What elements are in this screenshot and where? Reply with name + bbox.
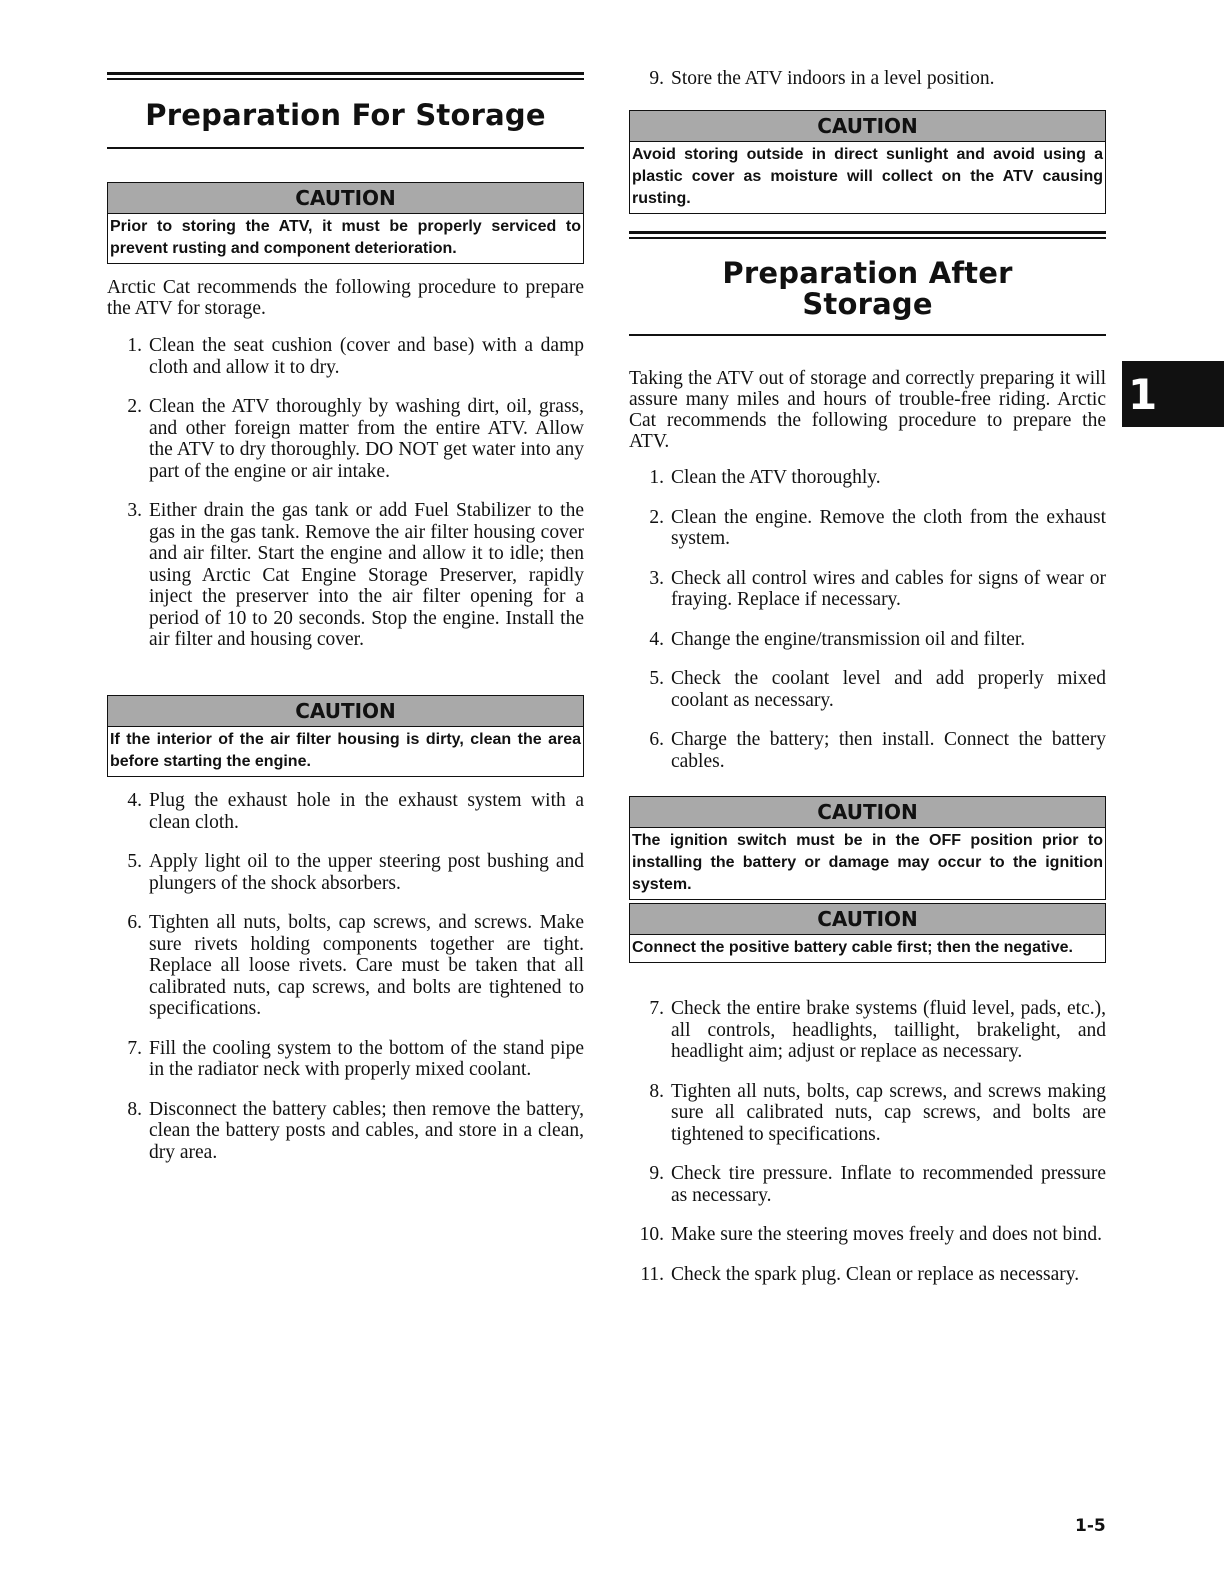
list-item [629,1081,1106,1146]
step-number: 1. [649,467,664,488]
list-item [107,335,584,378]
step-text: Either drain the gas tank or add Fuel Stabilizer to the gas in the gas tank. Remove the air filter housing cover and air filter. Start the engine and allow it to idle; then using Arctic Cat Engine Storage Preserver, rapidly inject the preserver into the air filter opening for a period of 10 to 20 seconds. Stop the engine. Install the air filter and housing cover. [149,500,584,650]
step-text: Fill the cooling system to the bottom of the stand pipe in the radiator neck with properly mixed coolant. [149,1037,584,1080]
double-rule [629,231,1106,239]
list-item [107,851,584,894]
title-line-2: Storage [802,287,933,321]
chapter-tab: 1 [1122,361,1224,427]
list-item [107,1099,584,1164]
caution-heading: CAUTION [630,111,1105,142]
caution-heading: CAUTION [630,904,1105,935]
caution-text: The ignition switch must be in the OFF position prior to installing the battery or damage may occur to the ignition system. [632,832,1103,893]
list-item [107,912,584,1020]
step-number: 1. [127,335,142,356]
step-text: Clean the engine. Remove the cloth from the exhaust system. [671,506,1106,549]
step-number: 2. [649,506,664,528]
step-text: Clean the seat cushion (cover and base) with a damp cloth and allow it to dry. [149,335,584,378]
list-item [629,1224,1106,1246]
step-text: Tighten all nuts, bolts, cap screws, and screws making sure all calibrated nuts, cap screws, and bolts are tightened to specifications. [671,1080,1106,1145]
caution-box [107,182,584,264]
step-number: 7. [127,1037,142,1059]
step-number: 4. [649,628,664,650]
step-text: Charge the battery; then install. Connect the battery cables. [671,729,1106,772]
step-number: 2. [127,396,142,417]
step-text: Tighten all nuts, bolts, cap screws, and screws. Make sure rivets holding components together are tight. Replace all loose rivets. Care must be taken that all calibrated nuts, cap screws, and bolts are tightened to specifications. [149,912,584,1019]
storage-intro: Arctic Cat recommends the following procedure to prepare the ATV for storage. [107,277,584,319]
step-number: 4. [127,790,142,811]
page-number: 1-5 [1075,1516,1106,1536]
step-number: 9. [649,68,664,89]
step-text: Check the spark plug. Clean or replace as necessary. [671,1263,1080,1285]
step-text: Store the ATV indoors in a level position. [671,68,995,89]
caution-box [629,903,1106,963]
list-item [629,568,1106,611]
list-item [629,68,1106,90]
step-number: 5. [127,851,142,872]
step-number: 10. [639,1224,664,1245]
storage-step-9 [629,68,1106,108]
title-underline [629,334,1106,336]
step-text: Plug the exhaust hole in the exhaust system with a clean cloth. [149,790,584,833]
section-title-after-storage [629,258,1106,320]
storage-steps-1-3 [107,335,584,669]
after-storage-steps-7-11 [629,998,1106,1303]
storage-steps-4-8 [107,790,584,1181]
step-text: Clean the ATV thoroughly by washing dirt, oil, grass, and other foreign matter from the entire ATV. Allow the ATV to dry thoroughly. DO NOT get water into any part of the engine or air intake. [149,396,584,482]
step-number: 6. [649,729,664,750]
list-item [629,1264,1106,1286]
caution-heading: CAUTION [630,797,1105,828]
after-storage-intro: Taking the ATV out of storage and correctly preparing it will assure many miles and hours of trouble-free riding. Arctic Cat recommends the following procedure to prepare the ATV. [629,368,1106,452]
list-item [107,790,584,833]
caution-heading: CAUTION [108,183,583,214]
step-text: Disconnect the battery cables; then remove the battery, clean the battery posts and cables, and store in a clean, dry area. [149,1098,584,1163]
caution-text: Connect the positive battery cable first; then the negative. [632,939,1073,956]
list-item [629,1163,1106,1206]
list-item [629,629,1106,651]
step-text: Check the coolant level and add properly mixed coolant as necessary. [671,668,1106,711]
list-item [629,668,1106,711]
list-item [629,507,1106,550]
title-line-1: Preparation After [722,256,1013,290]
step-number: 6. [127,912,142,933]
step-text: Clean the ATV thoroughly. [671,467,881,488]
step-number: 3. [127,500,142,521]
step-text: Change the engine/transmission oil and filter. [671,628,1026,650]
step-number: 5. [649,668,664,689]
double-rule [107,72,584,80]
step-number: 7. [649,998,664,1019]
step-number: 3. [649,567,664,589]
caution-box [629,796,1106,900]
caution-box [629,110,1106,214]
step-text: Make sure the steering moves freely and does not bind. [671,1224,1103,1245]
title-underline [107,147,584,149]
list-item [629,998,1106,1063]
step-text: Check all control wires and cables for signs of wear or fraying. Replace if necessary. [671,567,1106,610]
caution-text: Avoid storing outside in direct sunlight and avoid using a plastic cover as moisture will collect on the ATV causing rusting. [632,146,1103,207]
step-text: Check tire pressure. Inflate to recommended pressure as necessary. [671,1163,1106,1206]
step-number: 9. [649,1163,664,1184]
section-title-storage: Preparation For Storage [145,98,546,132]
list-item [629,467,1106,489]
caution-heading: CAUTION [108,696,583,727]
list-item [107,1038,584,1081]
list-item [107,500,584,651]
step-number: 8. [649,1080,664,1102]
after-storage-steps-1-6 [629,467,1106,790]
step-text: Apply light oil to the upper steering post bushing and plungers of the shock absorbers. [149,851,584,894]
step-number: 11. [640,1263,664,1285]
list-item [629,729,1106,772]
step-text: Check the entire brake systems (fluid level, pads, etc.), all controls, headlights, taillight, brakelight, and headlight aim; adjust or replace as necessary. [671,998,1106,1062]
caution-text: If the interior of the air filter housing is dirty, clean the area before starting the engine. [110,731,581,770]
caution-text: Prior to storing the ATV, it must be properly serviced to prevent rusting and component deterioration. [110,218,581,257]
caution-box [107,695,584,777]
list-item [107,396,584,482]
step-number: 8. [127,1098,142,1120]
